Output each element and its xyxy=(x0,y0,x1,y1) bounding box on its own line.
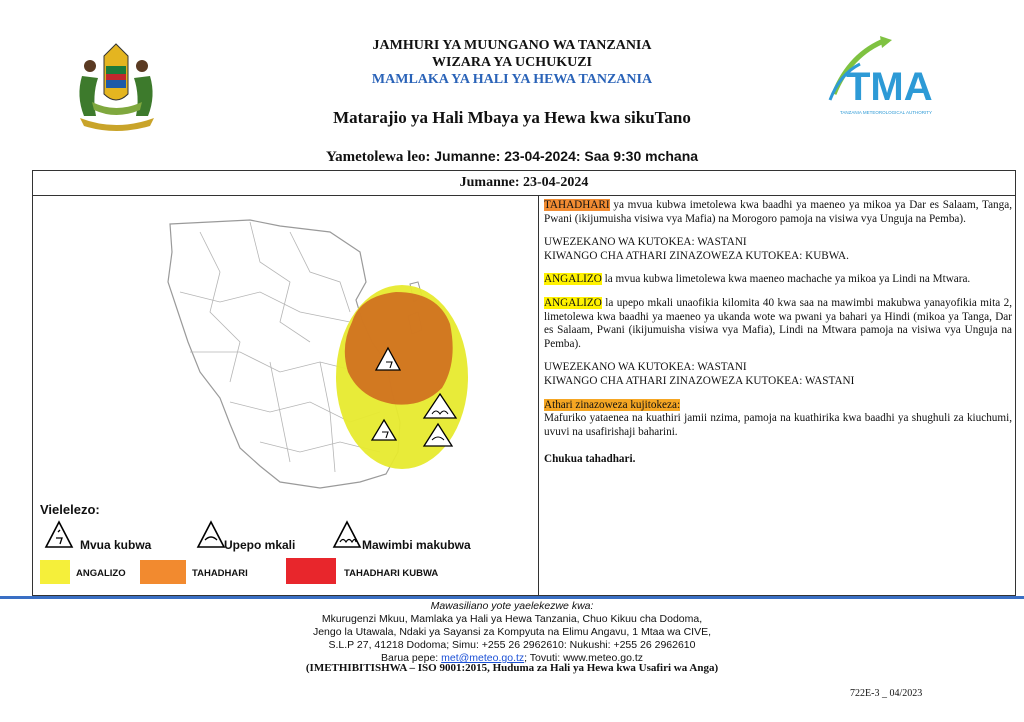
legend-large-waves-icon xyxy=(332,520,362,550)
legend-title: Vielelezo: xyxy=(40,502,100,517)
impacts-title: Athari zinazoweza kujitokeza: xyxy=(544,398,681,411)
form-number: 722E-3 _ 04/2023 xyxy=(850,688,923,699)
republic-heading: JAMHURI YA MUUNGANO WA TANZANIA xyxy=(372,38,652,53)
issued-value: Jumanne: 23-04-2024: Saa 9:30 mchana xyxy=(434,148,699,164)
day-header: Jumanne: 23-04-2024 xyxy=(32,170,1016,196)
angalizo-tag-2: ANGALIZO xyxy=(544,296,602,309)
closing-note: Chukua tahadhari. xyxy=(544,453,636,466)
tanzania-warning-map xyxy=(160,212,470,497)
footer-address-1: Mkurugenzi Mkuu, Mamlaka ya Hali ya Hewa Tanzania, Chuo Kikuu cha Dodoma, xyxy=(321,613,703,625)
tahadhari-kubwa-label: TAHADHARI KUBWA xyxy=(344,568,439,579)
issued-line xyxy=(0,148,1024,166)
document-title: Matarajio ya Hali Mbaya ya Hewa kwa sikuTano xyxy=(333,108,691,127)
tahadhari-kubwa-swatch xyxy=(286,558,336,584)
likelihood-block-1: UWEZEKANO WA KUTOKEA: WASTANI KIWANGO CHA ATHARI ZINAZOWEZA KUTOKEA: KUBWA. xyxy=(544,236,849,262)
tahadhari-label: TAHADHARI xyxy=(192,568,248,579)
footer-contact-line: Barua pepe: met@meteo.go.tz; Tovuti: www.meteo.go.tz xyxy=(380,652,644,664)
tahadhari-swatch xyxy=(140,560,186,584)
likelihood-block-2: UWEZEKANO WA KUTOKEA: WASTANI KIWANGO CHA ATHARI ZINAZOWEZA KUTOKEA: WASTANI xyxy=(544,361,855,387)
legend-strong-wind-label: Upepo mkali xyxy=(224,538,296,552)
footer-contact-heading: Mawasiliano yote yaelekezwe kwa: xyxy=(430,600,594,612)
legend-heavy-rain-icon xyxy=(44,520,74,550)
angalizo-tag-1: ANGALIZO xyxy=(544,273,602,286)
impacts-block: Athari zinazoweza kujitokeza: Mafuriko yataenea na kuathiri jamii nzima, pamoja na kuathirika kwa baadhi ya shughuli za kiuchumi, uvuvi na usafirishaji baharini. xyxy=(544,398,1012,438)
svg-text:TMA: TMA xyxy=(846,65,933,109)
ministry-heading: WIZARA YA UCHUKUZI xyxy=(432,55,592,70)
warning-paragraph: TAHADHARI ya mvua kubwa imetolewa kwa baadhi ya maeneo ya mikoa ya Dar es Salaam, Tanga, Pwani (ikijumuisha visiwa vya Mafia) na Morogoro pamoja na visiwa vya Unguja na Pemba). xyxy=(544,199,1012,225)
advisory-paragraph-2: ANGALIZO la upepo mkali unaofikia kilomita 40 kwa saa na mawimbi makubwa yanayofikia mita 2, limetolewa kwa baadhi ya maeneo ya ukanda wote wa pwani ya bahari ya Hindi (mikoa ya Tanga, Dar es Salaam, Pwani (ikijumuisha visiwa vya Mafia), Lindi na Mtwara pamoja na visiwa vya Unguja na Pemba). xyxy=(544,296,1012,350)
angalizo-label: ANGALIZO xyxy=(76,568,126,579)
footer-divider xyxy=(0,596,1024,599)
tahadhari-tag: TAHADHARI xyxy=(544,199,610,211)
warning-text-column xyxy=(544,199,1012,477)
certification-note: (IMETHIBITISHWA – ISO 9001:2015, Huduma za Hali ya Hewa kwa Usafiri wa Anga) xyxy=(305,662,719,674)
svg-text:TANZANIA METEOROLOGICAL AUTHOR: TANZANIA METEOROLOGICAL AUTHORITY xyxy=(840,110,933,115)
advisory-paragraph-1: ANGALIZO la mvua kubwa limetolewa kwa maeneo machache ya mikoa ya Lindi na Mtwara. xyxy=(544,273,971,286)
legend-heavy-rain-label: Mvua kubwa xyxy=(80,538,152,552)
footer-address-3: S.L.P 27, 41218 Dodoma; Simu: +255 26 2962610: Nukushi: +255 26 2962610 xyxy=(328,639,696,651)
footer-address-2: Jengo la Utawala, Ndaki ya Sayansi za Kompyuta na Elimu Angavu, 1 Mtaa wa CIVE, xyxy=(312,626,712,638)
email-link[interactable]: met@meteo.go.tz xyxy=(441,652,525,664)
angalizo-swatch xyxy=(40,560,70,584)
legend-strong-wind-icon xyxy=(196,520,226,550)
column-divider xyxy=(538,196,539,596)
authority-heading: MAMLAKA YA HALI YA HEWA TANZANIA xyxy=(371,72,653,87)
legend-large-waves-label: Mawimbi makubwa xyxy=(362,538,471,552)
issued-label: Yametolewa leo: xyxy=(325,149,431,165)
